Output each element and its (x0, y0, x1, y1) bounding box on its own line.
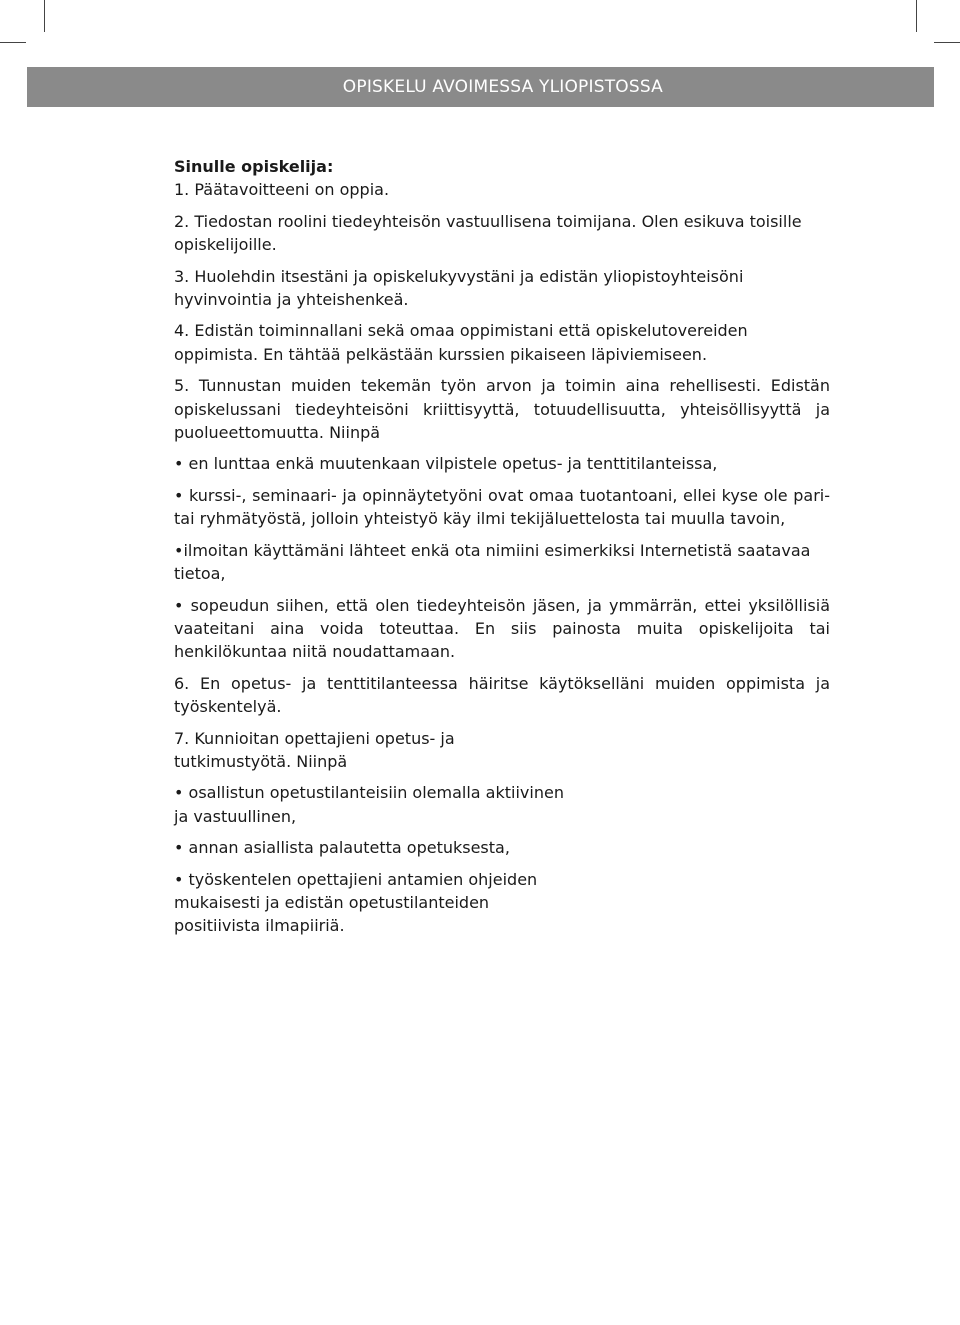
crop-mark (916, 0, 917, 32)
crop-mark (44, 0, 45, 32)
guideline-item: 4. Edistän toiminnallani sekä omaa oppimistani että opiskelutovereiden oppimista. En tähtää pelkästään kurssien pikaiseen läpiviemiseen. (174, 321, 748, 364)
guideline-item: 1. Päätavoitteeni on oppia. (174, 180, 390, 200)
guideline-bullet: • annan asiallista palautetta opetuksesta, (174, 838, 510, 858)
guidelines-heading: Sinulle opiskelija: (174, 157, 334, 176)
section-header-bar (27, 67, 934, 107)
guideline-item: 5. Tunnustan muiden tekemän työn arvon ja toimin aina rehellisesti. Edistän opiskelussani tiedeyhteisöni kriittisyyttä, totuudellisuutta, yhteisöllisyyttä ja puolueettomuutta. Niinpä (174, 376, 830, 443)
crop-mark (934, 42, 960, 43)
section-title: OPISKELU AVOIMESSA YLIOPISTOSSA (342, 77, 663, 97)
guideline-bullet: • osallistun opetustilanteisiin olemalla aktiivinen ja vastuullinen, (174, 783, 564, 826)
crop-mark (0, 42, 26, 43)
guideline-bullet: • en lunttaa enkä muutenkaan vilpistele opetus- ja tenttitilanteissa, (174, 454, 718, 474)
guideline-item: 6. En opetus- ja tenttitilanteessa häiritse käytökselläni muiden oppimista ja työskentelyä. (174, 673, 830, 717)
guideline-bullet: • kurssi-, seminaari- ja opinnäytetyöni ovat omaa tuotantoani, ellei kyse ole pari- tai ryhmätyöstä, jolloin yhteistyö käy ilmi tekijäluettelosta tai muulla tavoin, (174, 485, 830, 529)
guideline-bullet: • sopeudun siihen, että olen tiedeyhteisön jäsen, ja ymmärrän, ettei yksilöllisiä vaateitani aina voida toteuttaa. En siis painosta muita opiskelijoita tai henkilökuntaa niitä noudattamaan. (174, 595, 830, 662)
student-guidelines (174, 155, 830, 938)
guideline-bullet: •ilmoitan käyttämäni lähteet enkä ota nimiini esimerkiksi Internetistä saatavaa tietoa, (174, 540, 811, 584)
guideline-bullet: • työskentelen opettajieni antamien ohjeiden mukaisesti ja edistän opetustilanteiden positiivista ilmapiiriä. (174, 869, 538, 936)
guideline-item: 7. Kunnioitan opettajieni opetus- ja tutkimustyötä. Niinpä (174, 728, 455, 771)
guideline-item: 2. Tiedostan roolini tiedeyhteisön vastuullisena toimijana. Olen esikuva toisille opiskelijoille. (174, 211, 802, 255)
guideline-item: 3. Huolehdin itsestäni ja opiskelukyvystäni ja edistän yliopistoyhteisöni hyvinvointia ja yhteishenkeä. (174, 266, 744, 310)
